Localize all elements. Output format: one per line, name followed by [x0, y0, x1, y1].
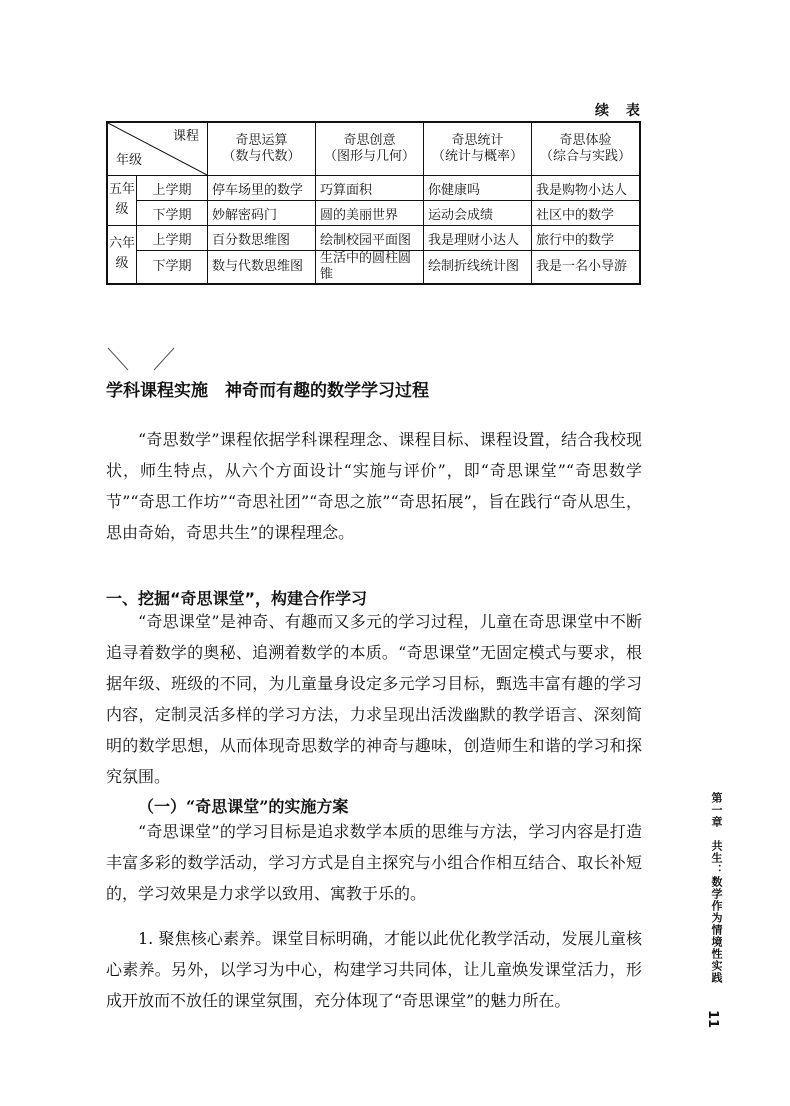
- term-cell: 下学期: [137, 201, 208, 226]
- table-cell: 旅行中的数学: [531, 226, 640, 251]
- part1-subheading: （一）“奇思课堂”的实施方案: [138, 797, 349, 816]
- part1-paragraph-3: 1. 聚焦核心素养。课堂目标明确，才能以此优化教学活动，发展儿童核心素养。另外，以学习为中心，构建学习共同体，让儿童焕发课堂活力，形成开放而不放任的课堂氛围，充分体现了“奇思课堂”的魅力所在。: [106, 929, 642, 1010]
- table-cell: 数与代数思维图: [208, 251, 316, 285]
- corner-bottom-label: 年级: [116, 153, 143, 168]
- term-cell: 上学期: [137, 226, 208, 251]
- table-cell: 运动会成绩: [423, 201, 531, 226]
- table-cell: 生活中的圆柱圆锥: [315, 251, 423, 285]
- table-cell: 百分数思维图: [208, 226, 316, 251]
- table-corner-cell: [107, 122, 208, 176]
- table-row: [107, 176, 640, 201]
- term-cell: 下学期: [137, 251, 208, 285]
- corner-top-label: 课程: [172, 129, 199, 144]
- table-cell: 停车场里的数学: [208, 176, 316, 201]
- table-cell: 社区中的数学: [531, 201, 640, 226]
- table-cell: 我是一名小导游: [531, 251, 640, 285]
- column-header: 奇思运算 （数与代数）: [208, 122, 316, 176]
- table-header-row: [107, 122, 640, 176]
- chapter-side-label: 第一章 共生：数学作为情境性实践: [710, 792, 723, 984]
- grade-cell: 六年级: [107, 226, 137, 285]
- section-ornament-icon: [106, 346, 178, 374]
- table-cell: 我是购物小达人: [531, 176, 640, 201]
- page-number: 11: [705, 1010, 720, 1029]
- table-cell: 圆的美丽世界: [315, 201, 423, 226]
- column-header: 奇思创意 （图形与几何）: [315, 122, 423, 176]
- table-row: [107, 251, 640, 285]
- table-cell: 绘制折线统计图: [423, 251, 531, 285]
- part1-paragraph-2: “奇思课堂”的学习目标是追求数学本质的思维与方法，学习内容是打造丰富多彩的数学活动，学习方式是自主探究与小组合作相互结合、取长补短的，学习效果是力求学以致用、寓教于乐的。: [106, 822, 642, 903]
- column-header: 奇思体验 （综合与实践）: [531, 122, 640, 176]
- table-continued-label: 续 表: [595, 103, 646, 119]
- table-cell: 妙解密码门: [208, 201, 316, 226]
- table-cell: 巧算面积: [315, 176, 423, 201]
- grade-cell: 五年级: [107, 176, 137, 226]
- intro-paragraph: “奇思数学”课程依据学科课程理念、课程目标、课程设置，结合我校现状，师生特点，从六个方面设计“实施与评价”，即“奇思课堂”“奇思数学节”“奇思工作坊”“奇思社团”“奇思之旅”“奇思拓展”，旨在践行“奇从思生，思由奇始，奇思共生”的课程理念。: [106, 430, 642, 542]
- curriculum-table: [106, 121, 641, 285]
- table-cell: 绘制校园平面图: [315, 226, 423, 251]
- term-cell: 上学期: [137, 176, 208, 201]
- column-header: 奇思统计 （统计与概率）: [423, 122, 531, 176]
- table-cell: 你健康吗: [423, 176, 531, 201]
- part1-paragraph: “奇思课堂”是神奇、有趣而又多元的学习过程，儿童在奇思课堂中不断追寻着数学的奥秘、追溯着数学的本质。“奇思课堂”无固定模式与要求，根据年级、班级的不同，为儿童量身设定多元学习目标，甄选丰富有趣的学习内容，定制灵活多样的学习方法，力求呈现出活泼幽默的教学语言、深刻简明的数学思想，从而体现奇思数学的神奇与趣味，创造师生和谐的学习和探究氛围。: [106, 612, 642, 786]
- table-cell: 我是理财小达人: [423, 226, 531, 251]
- table-row: [107, 226, 640, 251]
- part1-heading: 一、挖掘“奇思课堂”，构建合作学习: [106, 589, 368, 608]
- section-title: 学科课程实施 神奇而有趣的数学学习过程: [106, 381, 429, 401]
- table-row: [107, 201, 640, 226]
